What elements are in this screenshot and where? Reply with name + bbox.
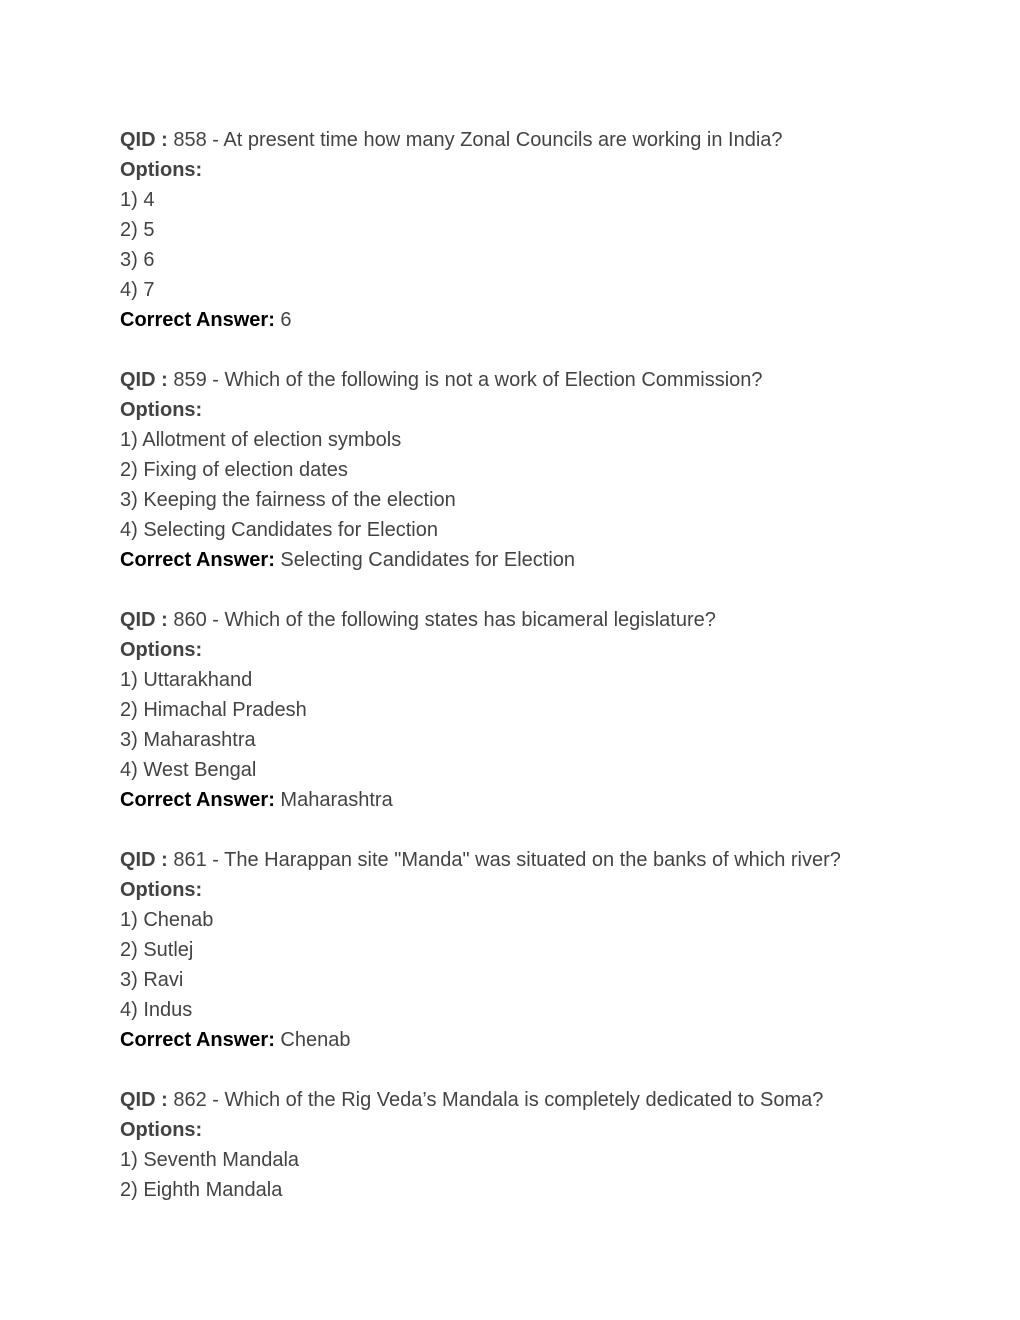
option-item: 1) Allotment of election symbols [120,429,402,451]
correct-answer-label: Correct Answer: [120,789,275,811]
question-block [120,365,940,575]
options-label: Options: [120,159,203,181]
correct-answer-label: Correct Answer: [120,1029,275,1051]
qid-number: 861 [173,849,207,871]
qid-label: QID : [120,129,168,151]
correct-answer-label: Correct Answer: [120,309,275,331]
option-item: 1) Chenab [120,909,214,931]
qid-number: 862 [173,1089,207,1111]
question-block [120,125,940,335]
question-block [120,1085,940,1205]
question-text: Which of the Rig Veda’s Mandala is completely dedicated to Soma? [224,1089,824,1111]
question-document [120,125,940,1235]
question-line: QID : 858 - At present time how many Zonal Councils are working in India? [120,129,783,151]
option-item: 2) 5 [120,219,155,241]
options-label: Options: [120,399,203,421]
correct-answer-value: Maharashtra [280,789,393,811]
question-text: The Harappan site "Manda" was situated on the banks of which river? [224,849,841,871]
option-item: 3) Keeping the fairness of the election [120,489,456,511]
question-line: QID : 862 - Which of the Rig Veda’s Mandala is completely dedicated to Soma? [120,1089,824,1111]
option-item: 2) Eighth Mandala [120,1179,283,1201]
question-block [120,605,940,815]
correct-answer-line [120,785,940,815]
option-item: 3) 6 [120,249,155,271]
option-item: 1) Seventh Mandala [120,1149,300,1171]
question-text: Which of the following is not a work of Election Commission? [224,369,763,391]
correct-answer-line [120,545,940,575]
option-item: 4) Selecting Candidates for Election [120,519,438,541]
qid-label: QID : [120,1089,168,1111]
qid-label: QID : [120,849,168,871]
option-item: 2) Fixing of election dates [120,459,348,481]
option-item: 1) Uttarakhand [120,669,253,691]
option-item: 3) Ravi [120,969,184,991]
correct-answer-line [120,305,940,335]
option-item: 4) 7 [120,279,155,301]
question-text: Which of the following states has bicameral legislature? [224,609,716,631]
question-block [120,845,940,1055]
correct-answer-label: Correct Answer: [120,549,275,571]
qid-label: QID : [120,609,168,631]
options-label: Options: [120,639,203,661]
correct-answer-value: 6 [280,309,292,331]
option-item: 3) Maharashtra [120,729,256,751]
qid-number: 860 [173,609,207,631]
qid-label: QID : [120,369,168,391]
option-item: 2) Sutlej [120,939,194,961]
option-item: 2) Himachal Pradesh [120,699,307,721]
correct-answer-value: Selecting Candidates for Election [280,549,576,571]
question-line: QID : 860 - Which of the following states has bicameral legislature? [120,609,716,631]
question-line: QID : 859 - Which of the following is not a work of Election Commission? [120,369,763,391]
option-item: 4) West Bengal [120,759,257,781]
options-label: Options: [120,1119,203,1141]
question-text: At present time how many Zonal Councils are working in India? [223,129,783,151]
correct-answer-line [120,1025,940,1055]
option-item: 4) Indus [120,999,193,1021]
option-item: 1) 4 [120,189,155,211]
qid-number: 858 [173,129,207,151]
correct-answer-value: Chenab [280,1029,351,1051]
question-line: QID : 861 - The Harappan site "Manda" was situated on the banks of which river? [120,849,841,871]
qid-number: 859 [173,369,207,391]
options-label: Options: [120,879,203,901]
